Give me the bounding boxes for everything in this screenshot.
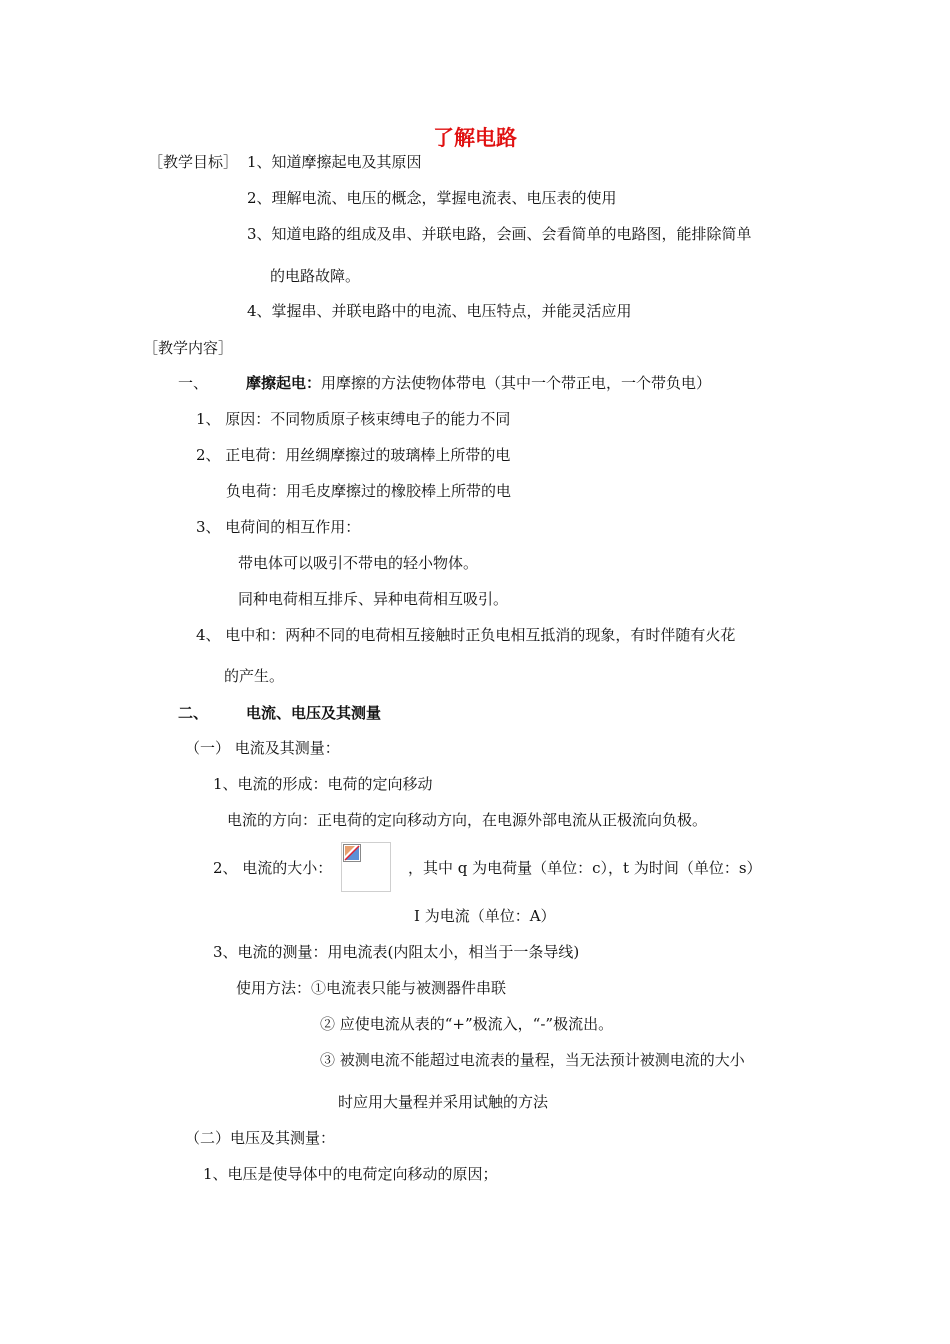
section-number: 一、 [178,374,209,392]
list-item: 使用方法：①电流表只能与被测器件串联 [236,979,507,997]
list-item: 2、 正电荷：用丝绸摩擦过的玻璃棒上所带的电 [196,446,511,464]
formula-description: I 为电流（单位：A） [414,907,556,925]
list-item: 同种电荷相互排斥、异种电荷相互吸引。 [238,590,509,608]
list-item: 3、电流的测量：用电流表(内阻太小，相当于一条导线) [213,943,580,961]
list-item: 4、 电中和：两种不同的电荷相互接触时正负电相互抵消的现象，有时伴随有火花 [196,626,736,644]
section-heading-line [246,373,711,393]
objective-item: 2、理解电流、电压的概念，掌握电流表、电压表的使用 [247,189,617,207]
list-item-continuation: 的产生。 [224,667,285,685]
list-item-continuation: 时应用大量程并采用试触的方法 [338,1093,549,1111]
list-item: 1、 原因：不同物质原子核束缚电子的能力不同 [196,410,511,428]
section-text: 用摩擦的方法使物体带电（其中一个带正电，一个带负电） [321,374,712,392]
broken-image-icon [343,844,363,864]
list-item: ② 应使电流从表的“+”极流入，“-”极流出。 [320,1015,614,1033]
section-heading: 摩擦起电： [246,374,322,392]
objective-item: 3、知道电路的组成及串、并联电路，会画、会看简单的电路图，能排除简单 [247,225,752,243]
objective-item: 1、知道摩擦起电及其原因 [247,153,422,171]
section-heading: 电流、电压及其测量 [246,704,382,722]
section-number: 二、 [178,704,209,722]
objectives-label: ［教学目标］ [148,153,239,171]
subsection-heading: （一） 电流及其测量： [185,739,340,757]
list-item: 1、电压是使导体中的电荷定向移动的原因； [203,1165,498,1183]
formula-image-placeholder [341,842,391,892]
list-item: 带电体可以吸引不带电的轻小物体。 [238,554,479,572]
list-item: 2、 电流的大小： [213,859,333,877]
subsection-heading: （二）电压及其测量： [185,1129,336,1147]
list-item: ③ 被测电流不能超过电流表的量程，当无法预计被测电流的大小 [320,1051,745,1069]
content-label: ［教学内容］ [143,339,234,357]
list-item: 1、电流的形成：电荷的定向移动 [213,775,433,793]
page-title: 了解电路 [433,126,517,150]
list-item: 3、 电荷间的相互作用： [196,518,361,536]
list-item: 负电荷：用毛皮摩擦过的橡胶棒上所带的电 [226,482,512,500]
objective-item: 4、掌握串、并联电路中的电流、电压特点，并能灵活应用 [247,302,632,320]
formula-description: ，其中 q 为电荷量（单位：c），t 为时间（单位：s） [408,859,762,877]
objective-item-continuation: 的电路故障。 [270,267,361,285]
list-item: 电流的方向：正电荷的定向移动方向，在电源外部电流从正极流向负极。 [227,811,708,829]
